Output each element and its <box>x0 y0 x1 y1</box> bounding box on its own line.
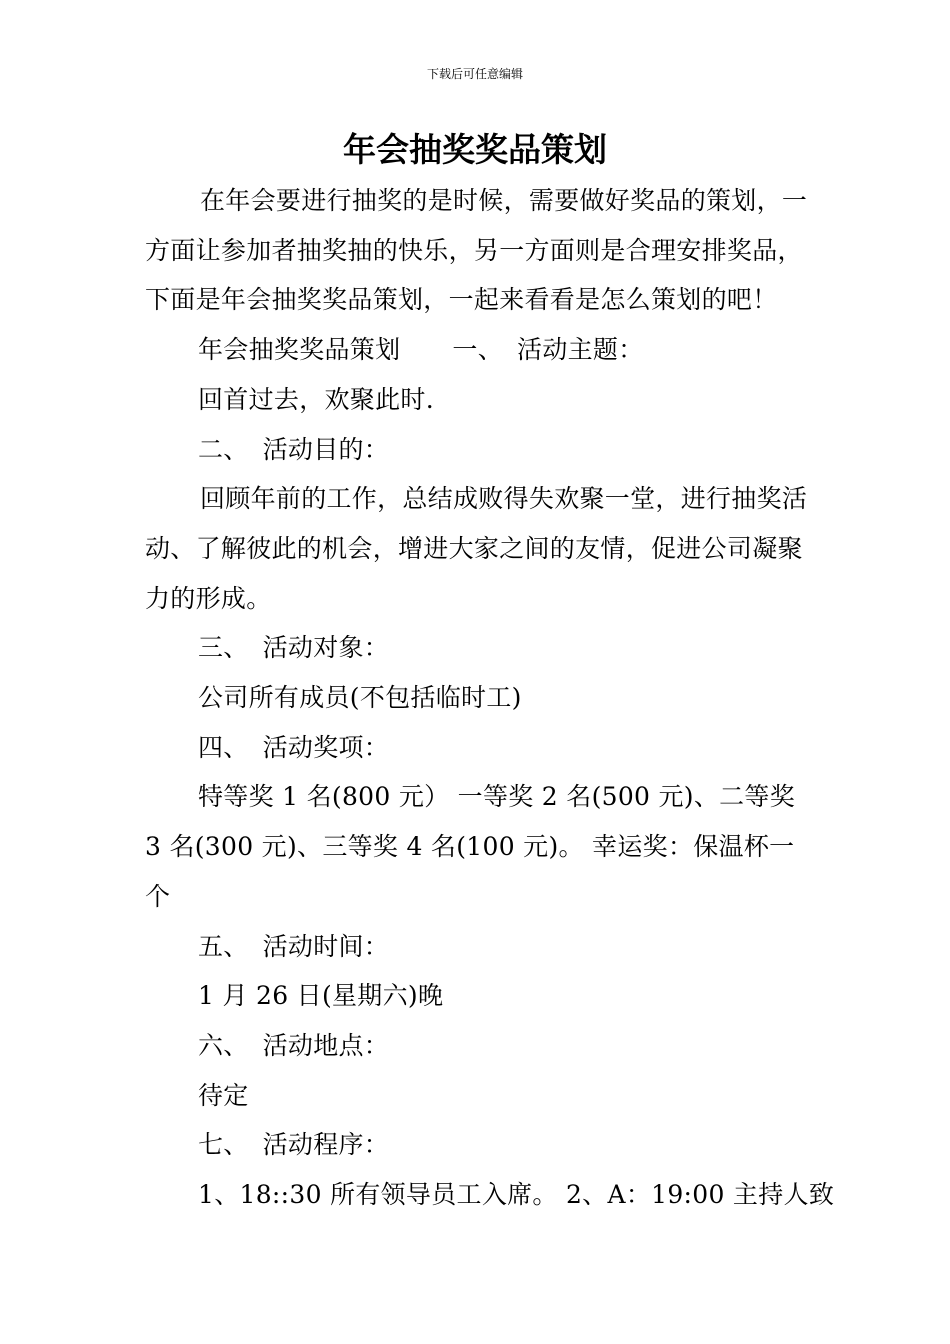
section-heading: 活动程序： <box>262 1130 390 1160</box>
section-heading: 活动目的： <box>262 434 390 464</box>
section-heading: 活动地点： <box>262 1030 390 1060</box>
section-5-heading-line <box>145 922 810 972</box>
section-4-heading-line <box>145 723 810 773</box>
section-content: 公司所有成员(不包括临时工) <box>198 683 522 713</box>
section-number: 七、 <box>198 1130 249 1160</box>
section-number: 四、 <box>198 732 249 762</box>
section-2-heading-line <box>145 425 810 475</box>
section-heading: 活动奖项： <box>262 732 390 762</box>
section-content: 待定 <box>198 1080 249 1110</box>
section-number: 五、 <box>198 931 249 961</box>
section-content: 特等奖 1 名(800 元） 一等奖 2 名(500 元)、二等奖 3 名(300 元)、三等奖 4 名(100 元)。 幸运奖：保温杯一个 <box>145 782 796 911</box>
section-3-heading-line <box>145 623 810 673</box>
section-1-heading-line <box>145 325 810 375</box>
section-content: 1 月 26 日(星期六)晚 <box>198 981 444 1011</box>
section-content: 1、18::30 所有领导员工入席。 2、A：19:00 主持人致 <box>198 1180 835 1210</box>
section-number: 六、 <box>198 1030 249 1060</box>
section-heading: 活动主题： <box>517 335 644 365</box>
document-title: 年会抽奖奖品策划 <box>343 130 607 169</box>
section-heading: 活动对象： <box>262 633 390 663</box>
section-heading: 活动时间： <box>262 931 390 961</box>
section-content: 回首过去，欢聚此时. <box>198 384 434 414</box>
document-body <box>145 176 835 1220</box>
intro-paragraph: 在年会要进行抽奖的是时候，需要做好奖品的策划，一方面让参加者抽奖抽的快乐，另一方面则是合理安排奖品，下面是年会抽奖奖品策划，一起来看看是怎么策划的吧！ <box>145 186 808 315</box>
page-header-note: 下载后可任意编辑 <box>426 67 523 81</box>
section-number: 二、 <box>198 434 249 464</box>
section-number: 三、 <box>198 633 249 663</box>
section-6-heading-line <box>145 1021 810 1071</box>
section-number: 一、 <box>452 335 504 365</box>
section-content: 回顾年前的工作，总结成败得失欢聚一堂，进行抽奖活动、了解彼此的机会，增进大家之间的友情，促进公司凝聚力的形成。 <box>145 484 808 613</box>
subtitle: 年会抽奖奖品策划 <box>198 335 401 365</box>
section-7-heading-line <box>145 1120 810 1170</box>
